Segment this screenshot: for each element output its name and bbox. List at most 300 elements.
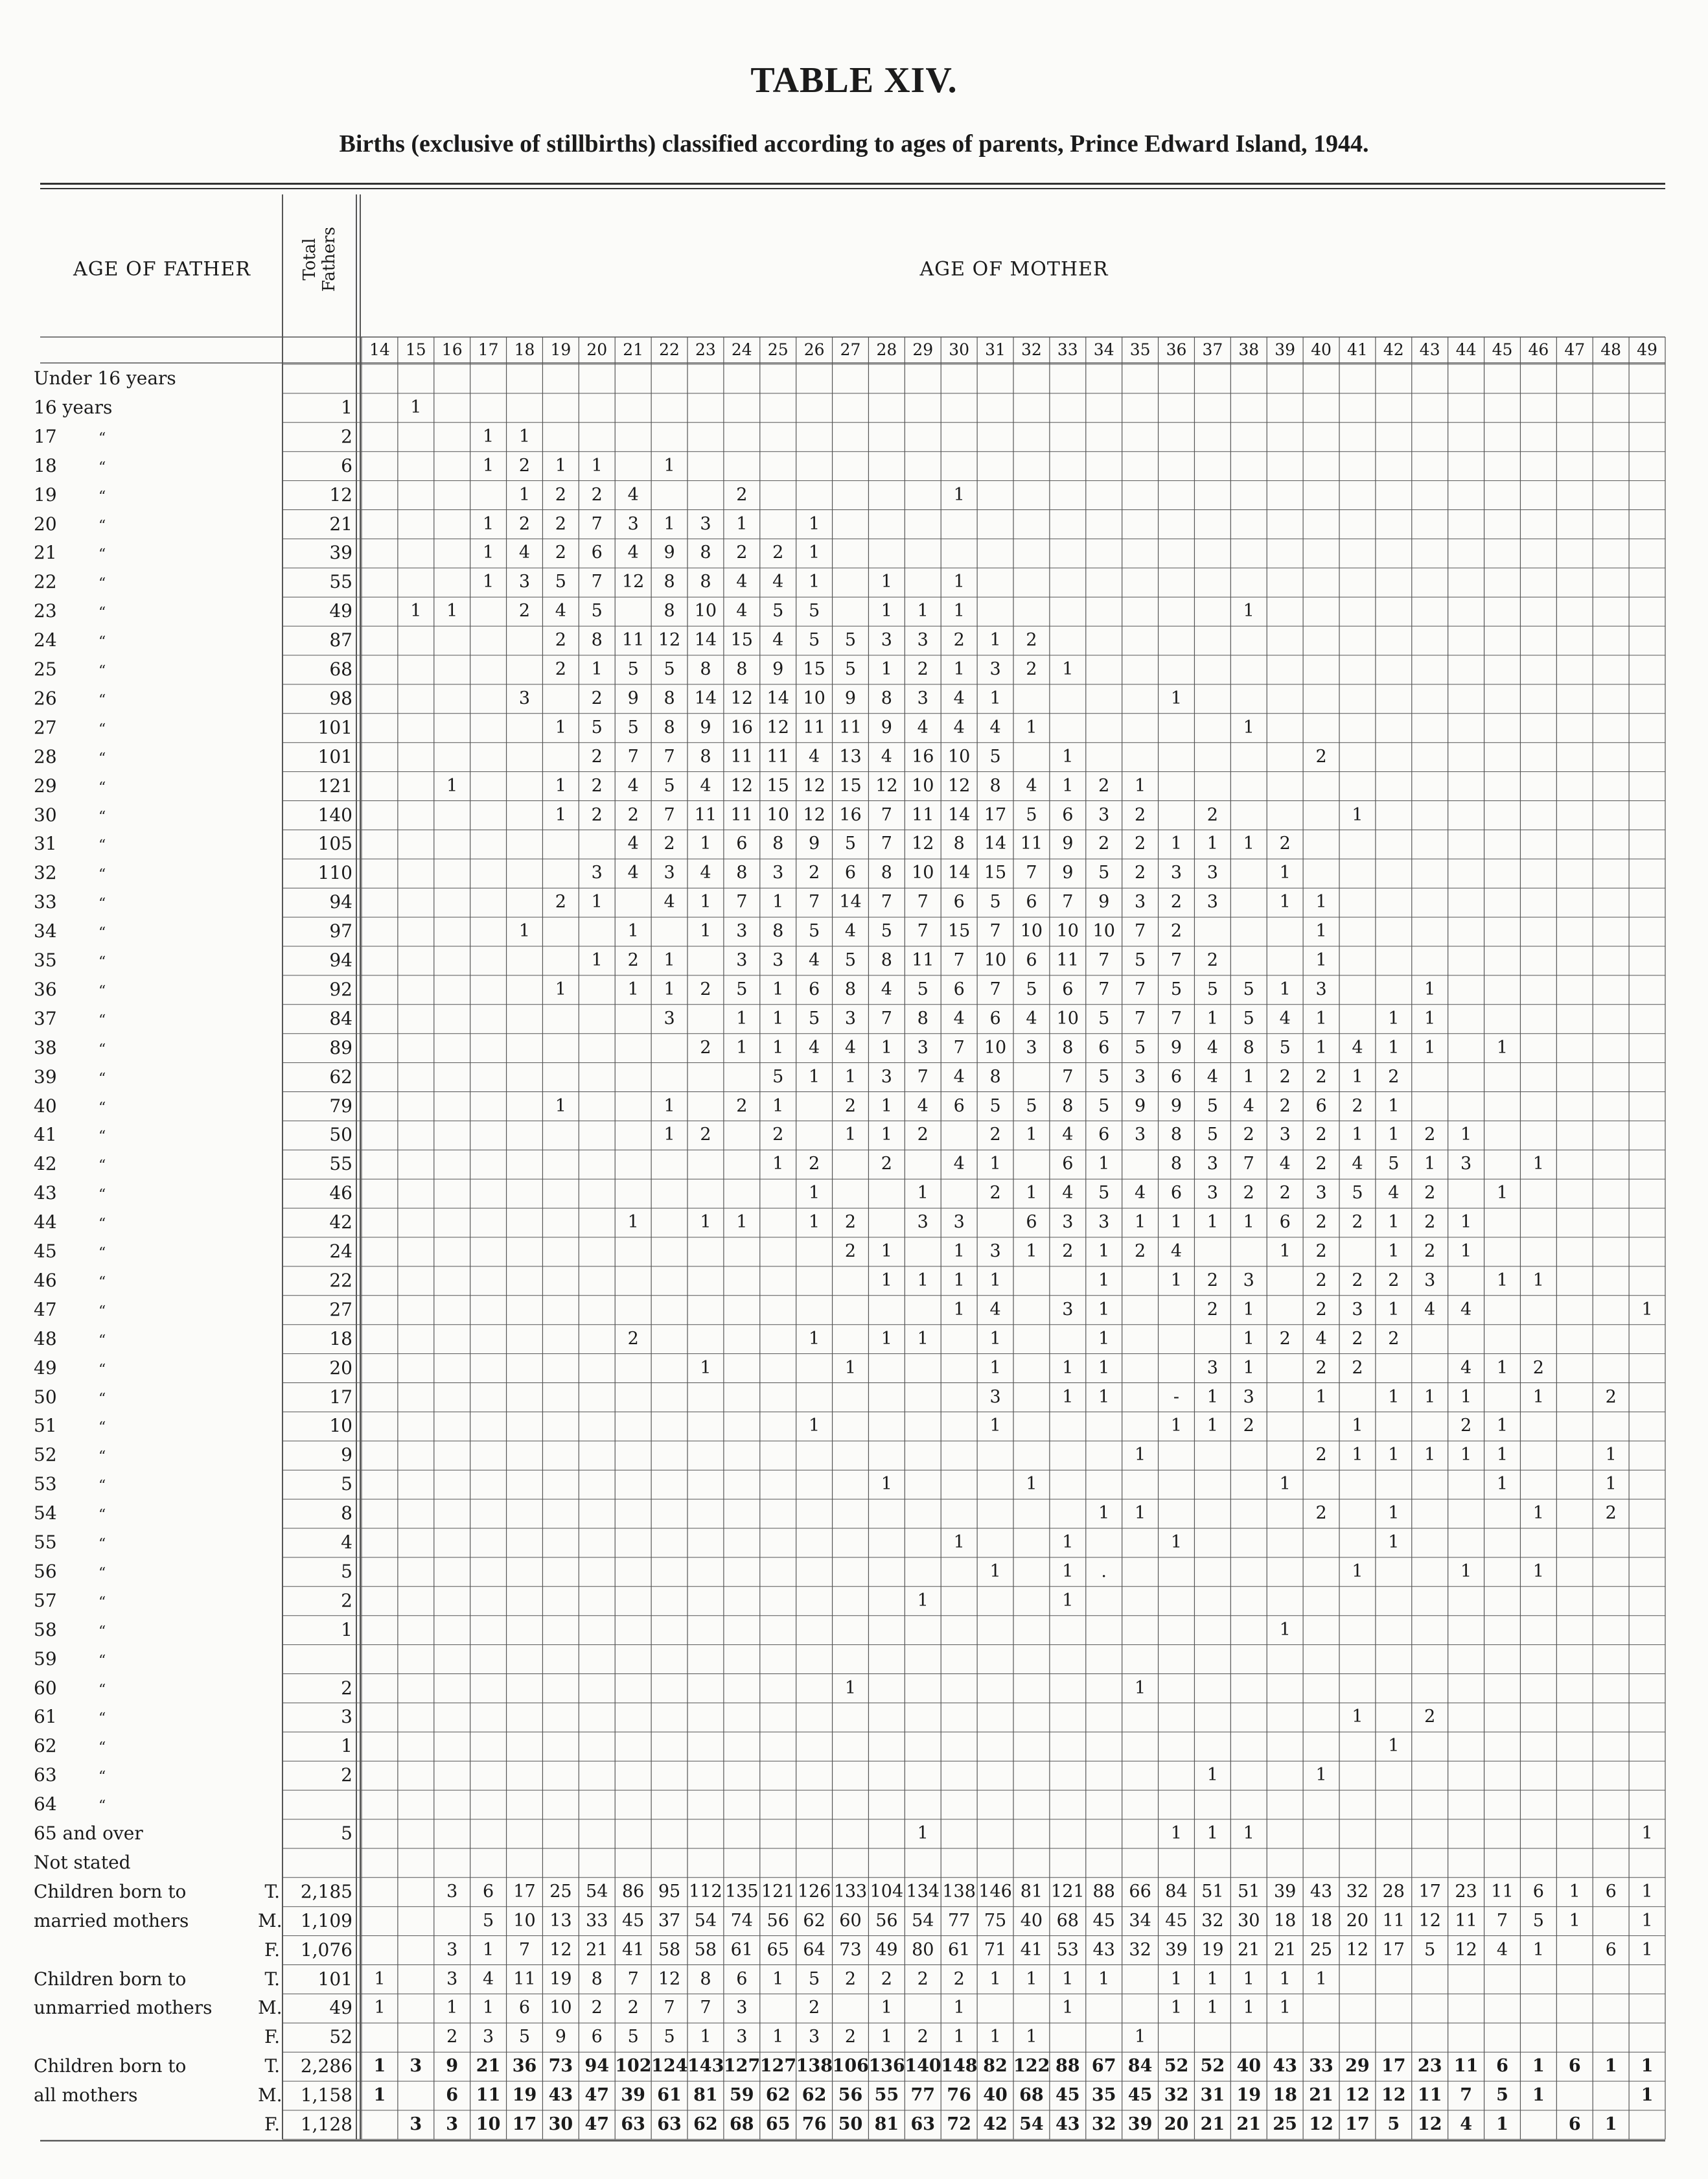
table-cell: 5 (627, 659, 639, 679)
table-cell: 4 (1460, 1357, 1472, 1378)
total-fathers-value: 101 (317, 716, 352, 738)
table-cell: 1 (917, 601, 929, 622)
table-cell: 3 (953, 1212, 965, 1233)
total-fathers-value: 140 (317, 804, 352, 826)
mother-age-heading: 25 (767, 340, 789, 359)
total-fathers-value: 27 (329, 1298, 352, 1320)
table-cell: 1 (1424, 1445, 1436, 1465)
ditto-mark: “ (98, 867, 106, 883)
table-cell: 3 (989, 1241, 1001, 1261)
table-cell: 10 (513, 1910, 536, 1931)
table-cell: 1 (1026, 1968, 1037, 1989)
table-cell: 1 (953, 659, 965, 679)
table-cell: 1 (664, 513, 675, 534)
father-age-label: 56 “ (34, 1560, 106, 1582)
table-cell: 2 (1279, 1328, 1291, 1349)
table-cell: 2 (1388, 1066, 1400, 1087)
table-cell: 2 (1135, 833, 1146, 854)
mother-age-heading: 31 (985, 340, 1006, 359)
total-fathers-value: 98 (329, 687, 352, 709)
table-cell: 102 (615, 2056, 652, 2077)
total-fathers-value (285, 1645, 352, 1673)
total-fathers-value: 17 (329, 1386, 352, 1408)
total-fathers-value: 49 (329, 1997, 352, 2019)
total-fathers-value: 2,185 (300, 1880, 352, 1902)
table-cell: 1 (483, 455, 494, 476)
table-cell: 77 (947, 1910, 971, 1931)
sex-code: M. (258, 1997, 283, 2019)
table-cell: 7 (1170, 1008, 1183, 1029)
table-cell: 4 (953, 717, 965, 738)
table-cell: 33 (1309, 2056, 1333, 2077)
table-cell: 1 (809, 1416, 820, 1436)
table-cell: 7 (1026, 863, 1037, 883)
ditto-mark: “ (98, 1216, 106, 1233)
table-cell: 1 (1388, 1736, 1400, 1756)
table-cell: 2 (1206, 804, 1218, 825)
table-cell: 2 (1315, 1503, 1327, 1524)
table-cell: 10 (1092, 921, 1115, 942)
table-cell: 7 (881, 1008, 892, 1029)
total-header-line-1: Total (300, 238, 319, 281)
table-cell: 1 (1532, 1270, 1544, 1290)
table-cell: 32 (1129, 1939, 1151, 1960)
table-cell: 1 (1062, 1532, 1074, 1552)
table-cell: 8 (664, 601, 675, 622)
table-cell: 1 (1641, 1939, 1653, 1960)
father-age-label: 24 “ (34, 629, 106, 651)
table-cell: 9 (1170, 1095, 1183, 1116)
table-cell: 4 (1206, 1066, 1218, 1087)
table-cell: 2 (1062, 1241, 1074, 1261)
table-cell: 1 (989, 1154, 1001, 1174)
table-cell: 3 (1352, 1299, 1363, 1320)
father-age-label: 25 “ (34, 658, 106, 680)
ditto-mark: “ (98, 1536, 106, 1552)
table-cell: 7 (591, 513, 603, 534)
table-cell: 121 (761, 1881, 795, 1902)
table-cell: 4 (953, 1008, 965, 1029)
table-cell: 1 (1098, 1328, 1110, 1349)
table-cell: 2 (1460, 1416, 1472, 1436)
table-cell: 39 (1273, 1881, 1297, 1902)
father-age-label: 38 “ (34, 1036, 106, 1058)
table-cell: 2 (917, 2027, 929, 2047)
table-cell: 5 (591, 717, 603, 738)
table-cell: 54 (912, 1910, 934, 1931)
table-cell: 2 (1315, 1357, 1327, 1378)
table-cell: 1 (1026, 1183, 1037, 1204)
table-cell: 76 (802, 2114, 827, 2134)
table-cell: 2 (1315, 1066, 1327, 1087)
total-fathers-value: 84 (329, 1007, 352, 1029)
table-cell: 52 (1164, 2056, 1189, 2077)
table-cell: 5 (809, 601, 820, 622)
table-cell: 3 (736, 1998, 748, 2018)
table-cell: 2 (1135, 1241, 1146, 1261)
table-cell: 1 (1460, 1124, 1472, 1145)
mother-age-heading: 24 (731, 340, 752, 359)
father-age-label: 64 “ (34, 1793, 106, 1815)
father-age-label: 42 “ (34, 1153, 106, 1175)
table-cell: 1 (953, 1241, 965, 1261)
mother-age-heading: 40 (1311, 340, 1332, 359)
table-cell: 41 (621, 1939, 645, 1960)
table-title: TABLE XIV. (750, 60, 958, 100)
table-cell: 8 (881, 950, 892, 970)
table-cell: 81 (1020, 1881, 1043, 1902)
table-cell: 1 (1352, 1066, 1363, 1087)
table-cell: 2 (1388, 1270, 1400, 1290)
table-cell: 4 (700, 775, 711, 796)
table-cell: 1 (591, 950, 603, 970)
table-cell: 1 (1496, 1037, 1508, 1058)
table-cell: 45 (1056, 2085, 1080, 2106)
table-cell: 2 (1098, 833, 1110, 854)
table-cell: 10 (694, 601, 717, 622)
table-cell: 1 (989, 630, 1001, 651)
father-age-label: 17 “ (34, 425, 106, 447)
table-cell: 7 (1098, 950, 1110, 970)
table-cell: 12 (658, 1968, 681, 1989)
table-cell: 32 (1201, 1910, 1224, 1931)
table-cell: 4 (1243, 1095, 1254, 1116)
father-age-label: Children born to (34, 2055, 187, 2077)
father-age-label: 39 “ (34, 1066, 106, 1088)
table-cell: 1 (1062, 1561, 1074, 1581)
table-cell: 1 (989, 1328, 1001, 1349)
mother-age-heading: 47 (1564, 340, 1586, 359)
table-cell: 2 (555, 892, 566, 913)
table-cell: 8 (700, 1968, 711, 1989)
mother-age-heading: 37 (1202, 340, 1223, 359)
table-cell: 7 (953, 950, 965, 970)
table-cell: 136 (868, 2056, 905, 2077)
table-cell: 1 (1170, 1270, 1183, 1290)
table-cell: 1 (483, 513, 494, 534)
table-cell: 11 (803, 717, 825, 738)
table-cell: 2 (1352, 1095, 1363, 1116)
table-cell: 58 (694, 1939, 717, 1960)
total-fathers-value: 2 (341, 1677, 352, 1699)
table-cell: 1 (1279, 863, 1291, 883)
father-age-label: 26 “ (34, 687, 106, 709)
table-cell: 1 (1388, 1386, 1400, 1407)
table-cell: 40 (983, 2085, 1008, 2106)
table-cell: 62 (765, 2085, 791, 2106)
table-cell: 121 (1051, 1881, 1085, 1902)
table-cell: 1 (446, 1998, 458, 2018)
table-cell: 1 (1388, 1241, 1400, 1261)
table-cell: 7 (1135, 1008, 1146, 1029)
table-cell: 2 (1388, 1328, 1400, 1349)
table-cell: 7 (1243, 1154, 1254, 1174)
table-cell: 1 (844, 1124, 857, 1145)
table-cell: 3 (772, 863, 784, 883)
table-cell: 61 (730, 1939, 753, 1960)
table-cell: 1 (809, 1212, 820, 1233)
table-cell: 5 (1243, 1008, 1254, 1029)
table-cell: 2 (1424, 1707, 1436, 1727)
table-cell: 1 (809, 542, 820, 563)
table-cell: 135 (725, 1881, 759, 1902)
table-cell: 3 (483, 2027, 494, 2047)
table-cell: 4 (809, 746, 820, 767)
table-cell: 13 (549, 1910, 572, 1931)
table-cell: 6 (1098, 1124, 1110, 1145)
table-subtitle: Births (exclusive of stillbirths) classified according to ages of parents, Prince Edward Island, 1944. (339, 130, 1369, 157)
table-cell: 1 (953, 601, 965, 622)
table-cell: 104 (870, 1881, 904, 1902)
table-cell: 2 (1315, 746, 1327, 767)
ditto-mark: “ (98, 1419, 106, 1436)
table-cell: 1 (1496, 1357, 1508, 1378)
table-cell: 17 (1345, 2114, 1370, 2134)
table-cell: 3 (1135, 1066, 1146, 1087)
table-cell: 2 (518, 513, 531, 534)
table-cell: 8 (772, 921, 784, 942)
table-cell: 3 (1424, 1270, 1436, 1290)
total-fathers-value: 89 (329, 1036, 352, 1058)
table-cell: 1 (1243, 1066, 1254, 1087)
table-cell: 1 (1098, 1968, 1110, 1989)
table-cell: 30 (548, 2114, 573, 2134)
table-cell: 5 (1496, 2085, 1508, 2106)
table-cell: 8 (1062, 1095, 1074, 1116)
table-cell: 1 (881, 1474, 892, 1495)
table-cell: 134 (906, 1881, 940, 1902)
father-age-label: 46 “ (34, 1269, 106, 1291)
table-cell: 4 (1496, 1939, 1508, 1960)
table-cell: 3 (446, 1939, 458, 1960)
table-cell: 11 (730, 746, 753, 767)
ditto-mark: “ (98, 896, 106, 913)
table-cell: 88 (1092, 1881, 1115, 1902)
ditto-mark: “ (98, 983, 106, 999)
table-cell: 1 (483, 1939, 494, 1960)
table-cell: 10 (1056, 921, 1079, 942)
table-cell: 1 (627, 921, 639, 942)
table-cell: 1 (1496, 1183, 1508, 1204)
table-cell: 1 (1243, 1299, 1254, 1320)
father-age-label: Children born to (34, 1880, 187, 1902)
table-cell: 8 (700, 542, 711, 563)
table-cell: 2 (555, 630, 566, 651)
table-cell: 7 (627, 746, 639, 767)
table-cell: 12 (658, 630, 681, 651)
table-cell: 1 (1315, 1037, 1327, 1058)
table-cell: 1 (1460, 1212, 1472, 1233)
table-cell: 3 (881, 1066, 892, 1087)
table-cell: 1 (1352, 1707, 1363, 1727)
table-cell: 1 (591, 659, 603, 679)
table-cell: 5 (989, 746, 1001, 767)
father-age-label: 65 and over (34, 1823, 143, 1844)
table-cell: 1 (1170, 1212, 1183, 1233)
father-age-label: 48 “ (34, 1327, 106, 1349)
table-cell: 21 (1200, 2114, 1225, 2134)
table-cell: 2 (700, 1124, 711, 1145)
table-cell: 1 (1496, 2114, 1508, 2134)
table-cell: 9 (844, 688, 857, 708)
total-fathers-value (285, 1790, 352, 1819)
table-cell: 1 (410, 601, 422, 622)
total-fathers-value: 46 (329, 1182, 352, 1204)
table-cell: 1 (1388, 1212, 1400, 1233)
table-cell: 5 (989, 1095, 1001, 1116)
ditto-mark: “ (98, 1187, 106, 1204)
table-cell: 2 (881, 1154, 892, 1174)
table-cell: 1 (1243, 1328, 1254, 1349)
table-cell: 1 (881, 659, 892, 679)
table-cell: 9 (809, 833, 820, 854)
table-cell: 126 (797, 1881, 831, 1902)
table-cell: 34 (1129, 1910, 1151, 1931)
table-cell: 74 (730, 1910, 753, 1931)
ditto-mark: “ (98, 1681, 106, 1698)
table-cell: 2 (664, 833, 675, 854)
table-cell: 5 (483, 1910, 494, 1931)
table-cell: 3 (809, 2027, 820, 2047)
mother-age-heading: 39 (1275, 340, 1296, 359)
table-cell: 1 (917, 1270, 929, 1290)
father-age-label: 19 “ (34, 484, 106, 506)
table-cell: 1 (1170, 1532, 1183, 1552)
table-cell: 17 (512, 2114, 537, 2134)
table-cell: 1 (700, 2027, 711, 2047)
table-cell: 1 (1170, 1998, 1183, 2018)
table-cell: 25 (1273, 2114, 1297, 2134)
table-cell: 65 (765, 2114, 791, 2134)
table-cell: 2 (627, 1328, 639, 1349)
table-cell: 40 (1020, 1910, 1043, 1931)
table-cell: 2 (844, 1095, 857, 1116)
table-cell: 19 (1236, 2085, 1262, 2106)
mother-age-heading: 41 (1347, 340, 1368, 359)
table-cell: 1 (518, 484, 531, 505)
table-cell: 1 (1388, 1008, 1400, 1029)
table-cell: 1 (446, 775, 458, 796)
table-cell: 1 (446, 601, 458, 622)
table-cell: 11 (1020, 833, 1043, 854)
table-cell: 1 (1388, 1445, 1400, 1465)
table-cell: 2 (736, 484, 748, 505)
father-age-label: 63 “ (34, 1764, 106, 1786)
table-cell: 7 (1062, 1066, 1074, 1087)
total-fathers-value: 62 (329, 1066, 352, 1088)
table-cell: 6 (483, 1881, 494, 1902)
father-age-label: 44 “ (34, 1211, 106, 1233)
table-cell: 10 (549, 1998, 572, 2018)
table-cell: 2 (1243, 1416, 1254, 1436)
table-cell: 3 (917, 1212, 929, 1233)
table-cell: 6 (953, 1095, 965, 1116)
total-fathers-value: 49 (329, 600, 352, 622)
total-fathers-value: 68 (329, 658, 352, 680)
table-cell: 5 (627, 2027, 639, 2047)
table-cell: 4 (917, 1095, 929, 1116)
table-cell: 4 (1135, 1183, 1146, 1204)
table-cell: 7 (518, 1939, 531, 1960)
table-cell: 1 (1206, 1968, 1218, 1989)
table-cell: 2 (555, 659, 566, 679)
ditto-mark: “ (98, 1158, 106, 1174)
table-cell: 1 (1532, 2056, 1545, 2077)
mother-age-heading: 42 (1383, 340, 1404, 359)
table-cell: 50 (838, 2114, 863, 2134)
table-cell: 3 (518, 688, 531, 708)
table-cell: 1 (881, 1998, 892, 2018)
table-cell: 2 (1605, 1386, 1617, 1407)
table-cell: 12 (947, 775, 971, 796)
table-cell: 15 (984, 863, 1007, 883)
table-cell: 1 (591, 892, 603, 913)
table-cell: 5 (844, 630, 857, 651)
table-cell: 18 (1310, 1910, 1333, 1931)
table-cell: 1 (1135, 1212, 1146, 1233)
total-fathers-value: 9 (341, 1444, 352, 1466)
table-cell: 4 (1460, 2114, 1472, 2134)
table-cell: 1 (1243, 1212, 1254, 1233)
table-cell: 1 (483, 426, 494, 447)
table-cell: 4 (809, 1037, 820, 1058)
table-cell: 16 (912, 746, 934, 767)
table-cell: 2 (1315, 1241, 1327, 1261)
table-cell: 2 (1243, 1183, 1254, 1204)
table-cell: 1 (700, 833, 711, 854)
table-cell: 12 (730, 775, 753, 796)
table-cell: 1 (373, 2056, 386, 2077)
table-cell: 47 (584, 2114, 610, 2134)
table-cell: 11 (767, 746, 789, 767)
table-cell: 1 (1135, 1445, 1146, 1465)
table-cell: 1 (1279, 1968, 1291, 1989)
table-cell: 1 (374, 1968, 386, 1989)
ditto-mark: “ (98, 1245, 106, 1261)
mother-age-heading: 49 (1637, 340, 1657, 359)
total-fathers-value: 10 (329, 1415, 352, 1437)
table-cell: 9 (664, 542, 675, 563)
table-cell: 5 (1387, 2114, 1400, 2134)
table-cell: 5 (664, 659, 675, 679)
table-cell: 10 (912, 775, 934, 796)
table-cell: 8 (591, 630, 603, 651)
table-cell: 4 (1315, 1328, 1327, 1349)
table-cell: 14 (694, 630, 717, 651)
table-cell: 1 (1604, 2056, 1617, 2077)
father-age-label: 59 “ (34, 1648, 106, 1670)
table-cell: 14 (947, 863, 971, 883)
table-cell: 2 (627, 1998, 639, 2018)
table-cell: 23 (1417, 2056, 1442, 2077)
father-age-label: 60 “ (34, 1677, 106, 1699)
total-fathers-value: 39 (329, 542, 352, 564)
table-cell: 1 (1388, 1124, 1400, 1145)
table-cell: 4 (627, 542, 639, 563)
table-cell: 1 (917, 1823, 929, 1843)
table-cell: 2 (591, 688, 603, 708)
table-cell: 16 (839, 804, 862, 825)
table-cell: 1 (1315, 892, 1327, 913)
ditto-mark: “ (98, 1565, 106, 1581)
table-cell: 1 (1279, 1474, 1291, 1495)
table-cell: 1 (1098, 1386, 1110, 1407)
table-cell: 2 (700, 979, 711, 999)
table-cell: 45 (1165, 1910, 1188, 1931)
table-cell: 6 (809, 979, 820, 999)
table-cell: 21 (1236, 2114, 1262, 2134)
table-cell: 2 (1135, 863, 1146, 883)
